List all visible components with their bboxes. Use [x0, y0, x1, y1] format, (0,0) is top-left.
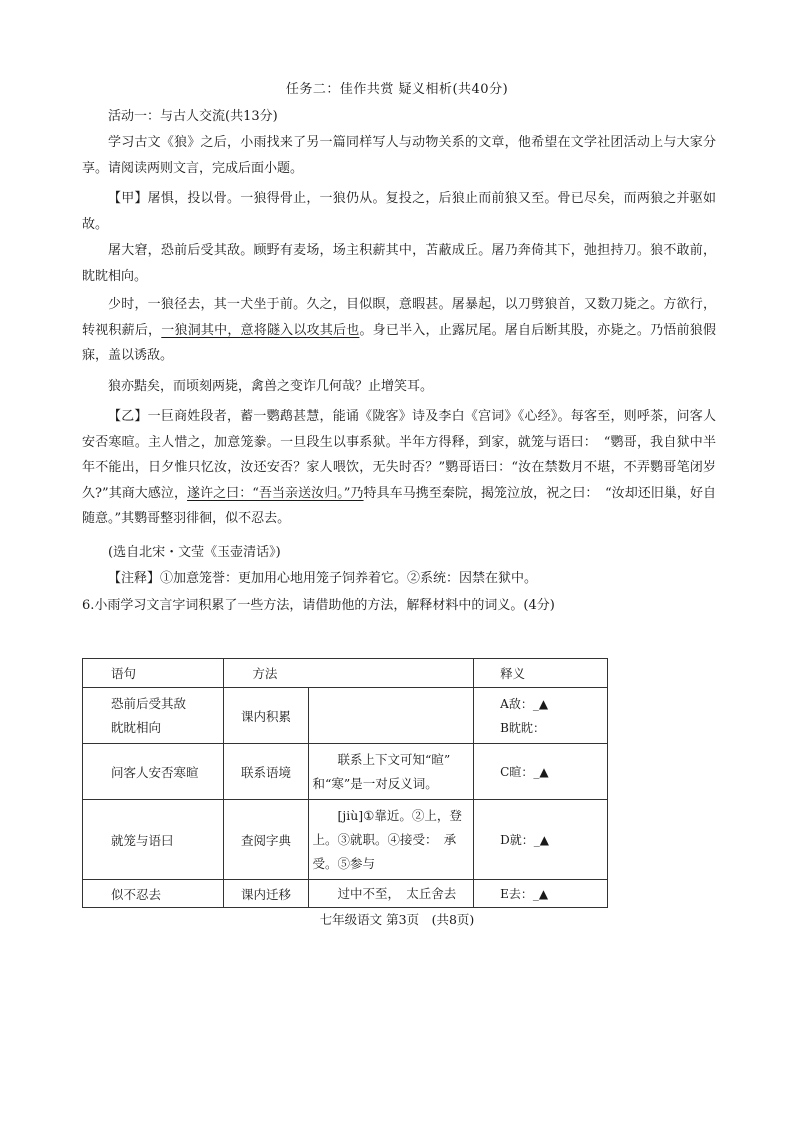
- vocabulary-table: [82, 658, 608, 908]
- answer-cell: [474, 688, 608, 744]
- passage-a-text-1: 屠惧，投以骨。一狼得骨止，一狼仍从。复投之，后狼止而前狼又至。骨已尽矣，而两狼之并驱如故。: [82, 191, 716, 232]
- method-cell: 课内迁移: [224, 880, 308, 908]
- answer-cell: [474, 800, 608, 880]
- passage-b-text-1: 一巨商姓段者，蓄一鹦鹉甚慧，能诵《陇客》诗及李白《宫词》《心经》。每客至，则呼茶，问客人安否寒暄。主人惜之，加意笼豢。一旦段生以事系狱。半年方得释，到家，就笼与语曰： “鹦哥，我自狱中半年不能出，日夕惟只忆汝，汝还安否？家人喂饮，无失时否？”鹦哥语曰：“汝在禁数月不堪，不弄鹦哥笔闭岁久?”其商大感泣，: [82, 409, 716, 501]
- page-footer: 七年级语文 第3页 (共8页): [319, 912, 475, 927]
- passage-b-paragraph: [82, 404, 716, 532]
- table-row: [83, 800, 608, 880]
- passage-a-label: 【甲】: [108, 191, 148, 206]
- header-meaning: 释义: [474, 659, 608, 688]
- answer-blank-e[interactable]: E去：_▲: [500, 886, 549, 901]
- sentence-cell: 似不忍去: [83, 880, 224, 908]
- method-cell: 查阅字典: [224, 800, 308, 880]
- context-cell: 过中不至， 太丘舍去: [308, 880, 474, 908]
- annotations: 【注释】①加意笼誉：更加用心地用笼子饲养着它。②系统：因禁在狱中。: [108, 571, 538, 586]
- context-cell: 联系上下文可知“暄” 和“寒”是一对反义词。: [308, 744, 474, 800]
- context-cell: [jiù]①靠近。②上，登 上。③就职。④接受： 承 受。⑤参与: [308, 800, 474, 880]
- table-row: [83, 688, 608, 744]
- passage-a-paragraph-1: [82, 186, 716, 237]
- activity-title: 活动一：与古人交流(共13分): [108, 109, 278, 124]
- sentence-cell: 就笼与语曰: [83, 800, 224, 880]
- passage-a-paragraph-2: 屠大窘，恐前后受其敌。顾野有麦场，场主积薪其中，苫蔽成丘。屠乃奔倚其下，弛担持刀。狼不敢前，眈眈相向。: [82, 243, 716, 284]
- answer-blank-c[interactable]: C暄：_▲: [500, 764, 549, 779]
- table-row: [83, 744, 608, 800]
- table-header-row: [83, 659, 608, 688]
- section-title: 任务二：佳作共赏 疑义相析(共40分): [285, 82, 509, 97]
- table-row: [83, 880, 608, 908]
- answer-blank-d[interactable]: D就：_▲: [500, 832, 550, 847]
- answer-cell: [474, 744, 608, 800]
- sentence-cell: 问客人安否寒暄: [83, 744, 224, 800]
- sentence-cell: 恐前后受其敌 眈眈相向: [83, 688, 224, 744]
- underlined-sentence-a: 一狼洞其中，意将隧入以攻其后也: [161, 322, 360, 338]
- method-cell: 联系语境: [224, 744, 308, 800]
- passage-b-text-2: 特具车马携至秦院，揭笼泣放，祝之曰： “汝却还旧巢，好自随意。”其鹦哥整羽徘徊，似不忍去。: [82, 485, 717, 526]
- question-6: 6.小雨学习文言字词积累了一些方法，请借助他的方法，解释材料中的词义。(4分): [82, 598, 555, 613]
- context-cell: [308, 688, 474, 744]
- passage-a-paragraph-3: [82, 292, 716, 369]
- answer-blank-a[interactable]: A敌：_▲: [500, 696, 549, 711]
- passage-b-label: 【乙】: [108, 409, 148, 424]
- intro-paragraph: 学习古文《狼》之后，小雨找来了另一篇同样写人与动物关系的文章，他希望在文学社团活动上与大家分享。请阅读两则文言，完成后面小题。: [82, 135, 716, 176]
- passage-b-source: (选自北宋・文莹《玉壶清话》): [108, 545, 281, 560]
- answer-blank-b[interactable]: B眈眈：: [500, 720, 545, 735]
- passage-a-paragraph-4: 狼亦黠矣，而顷刻两毙，禽兽之变诈几何哉？止增笑耳。: [108, 379, 434, 394]
- answer-cell: [474, 880, 608, 908]
- header-sentence: 语句: [83, 659, 224, 688]
- method-cell: 课内积累: [224, 688, 308, 744]
- header-method: 方法: [224, 659, 474, 688]
- underlined-sentence-b: 遂许之曰：“吾当亲送汝归。”乃: [187, 485, 364, 501]
- passage-a-text-3b: 。身已半入，止露尻尾。屠自后断其股，亦毙之。乃悟前狼假寐，盖以诱敌。: [82, 322, 716, 363]
- passage-a-text-3a: 少时，一狼径去，其一犬坐于前。久之，目似瞑，意暇甚。屠暴起，以刀劈狼首，又数刀毙之。方欲行，转视积薪后，: [82, 297, 716, 338]
